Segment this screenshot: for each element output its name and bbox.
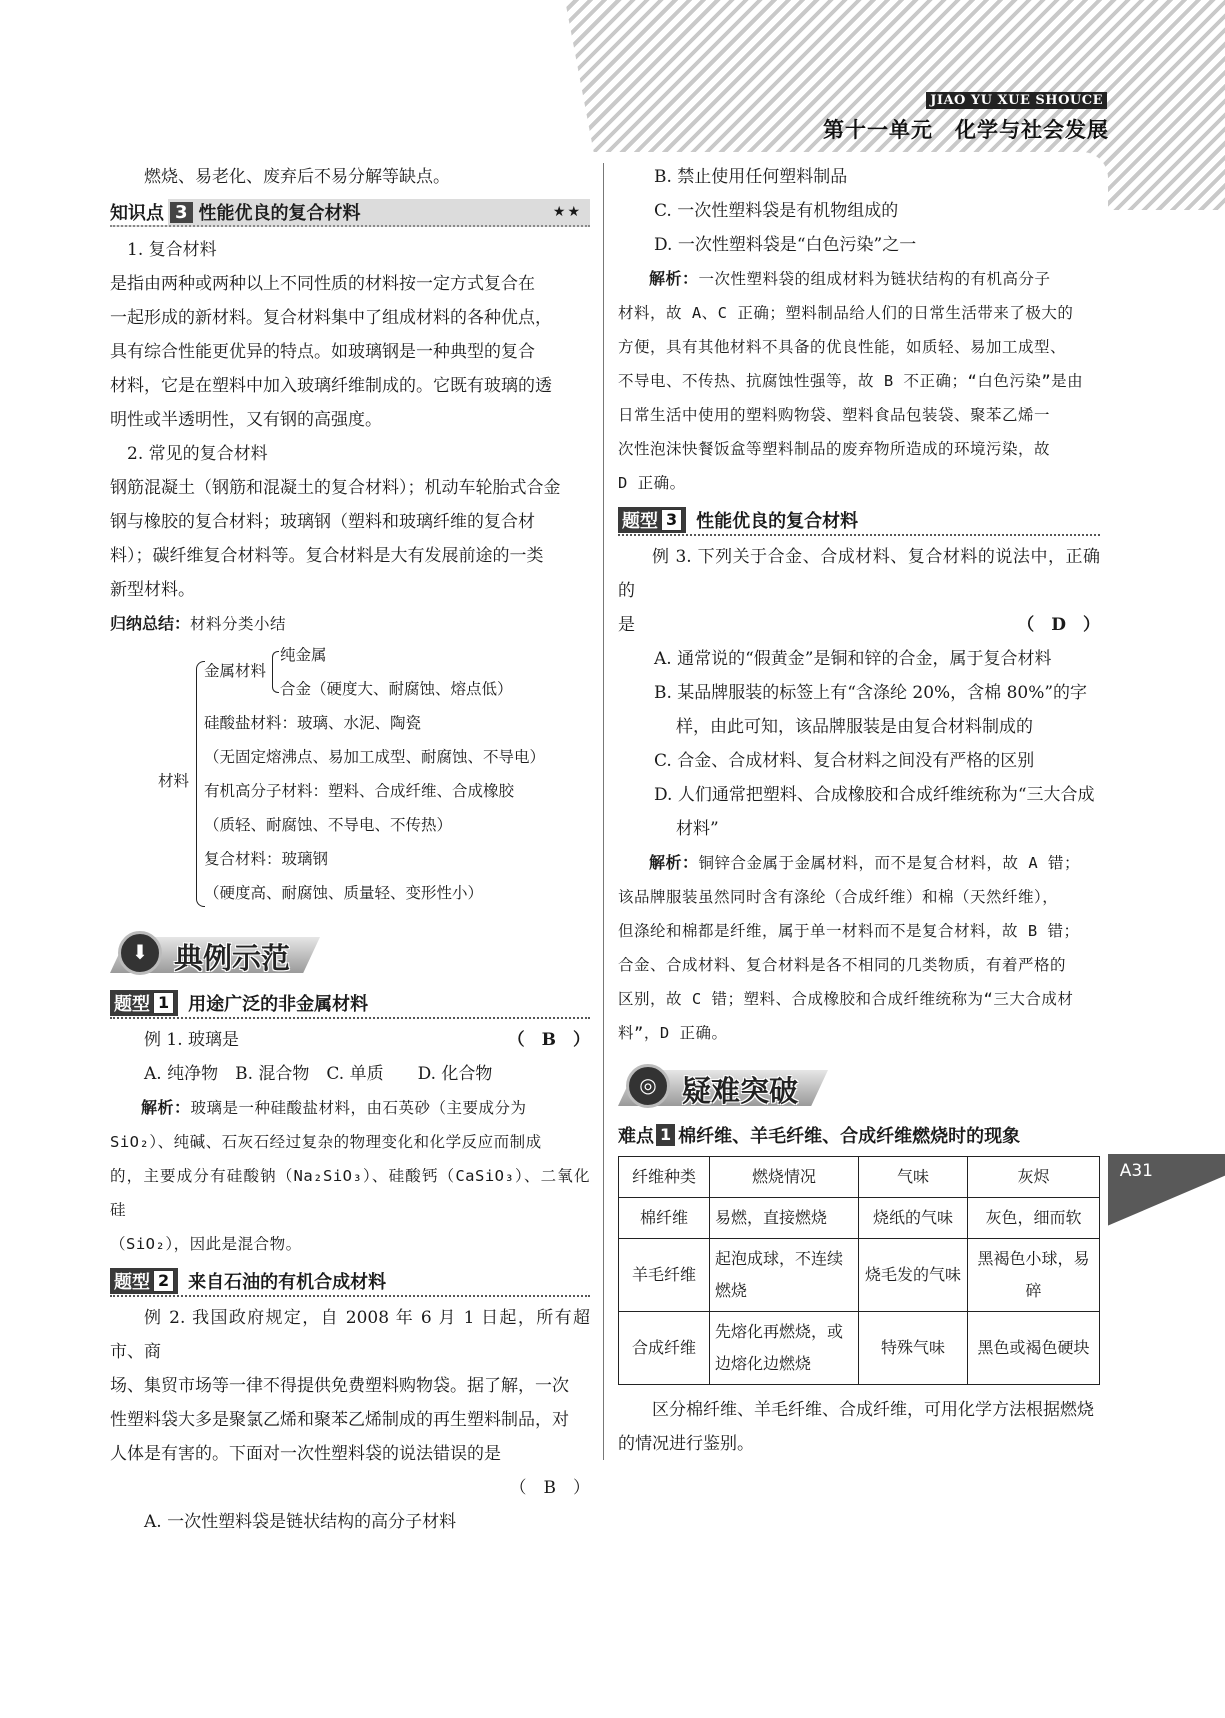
table-cell: 起泡成球，不连续燃烧 <box>710 1239 859 1312</box>
paragraph-line: 钢筋混凝土（钢筋和混凝土的复合材料）；机动车轮胎式合金 <box>110 478 561 498</box>
header-english-title: JIAO YU XUE SHOUCE <box>926 92 1107 109</box>
download-icon: ⬇ <box>118 931 162 975</box>
explanation-line: 方便，具有其他材料不具备的优良性能，如质轻、易加工成型、 <box>618 338 1067 356</box>
paragraph-line: 材料，它是在塑料中加入玻璃纤维制成的。它既有玻璃的透 <box>110 376 552 396</box>
example-question-line: 是 （ D ） <box>618 608 1100 642</box>
table-cell: 黑褐色小球，易碎 <box>968 1239 1100 1312</box>
summary-text: 材料分类小结 <box>190 615 287 633</box>
explanation-line: （SiO₂），因此是混合物。 <box>110 1235 302 1253</box>
table-header-cell: 纤维种类 <box>619 1157 710 1198</box>
difficulty-point-title: 棉纤维、羊毛纤维、合成纤维燃烧时的现象 <box>678 1126 1021 1147</box>
knowledge-point-header <box>110 199 590 227</box>
explanation-line: 区别，故 C 错；塑料、合成橡胶和合成纤维统称为“三大合成材 <box>618 990 1074 1008</box>
question-type-label: 题型 2 <box>110 1268 178 1294</box>
example-option: D. 人们通常把塑料、合成橡胶和合成纤维统称为“三大合成材料” <box>654 785 1095 839</box>
right-column <box>618 160 1100 1461</box>
summary-label: 归纳总结： <box>110 614 191 633</box>
explanation-line: 合金、合成材料、复合材料是各不相同的几类物质，有着严格的 <box>618 956 1067 974</box>
explanation-line: 次性泡沫快餐饭盒等塑料制品的废弃物所造成的环境污染，故 <box>618 440 1051 458</box>
banner-title: 典例示范 <box>174 941 291 975</box>
example-options: A. 纯净物 B. 混合物 C. 单质 D. 化合物 <box>144 1064 493 1084</box>
example-option: A. 一次性塑料袋是链状结构的高分子材料 <box>144 1512 457 1532</box>
knowledge-point-number: 3 <box>170 202 193 223</box>
tree-metal: 金属材料 <box>204 662 267 680</box>
question-type-number: 3 <box>661 509 682 531</box>
knowledge-point-title: 性能优良的复合材料 <box>198 203 361 224</box>
example-option: A. 通常说的“假黄金”是铜和锌的合金，属于复合材料 <box>654 649 1052 669</box>
question-type-label: 题型 3 <box>618 507 686 533</box>
question-type-header <box>110 989 590 1019</box>
closing-line: 区分棉纤维、羊毛纤维、合成纤维，可用化学方法根据燃烧 <box>652 1400 1094 1420</box>
paragraph-line: 明性或半透明性，又有钢的高强度。 <box>110 410 382 430</box>
question-type-title: 用途广泛的非金属材料 <box>188 994 369 1015</box>
table-cell: 易燃，直接燃烧 <box>710 1198 859 1239</box>
paragraph-line: 料）；碳纤维复合材料等。复合材料是大有发展前途的一类 <box>110 546 544 566</box>
explanation-line: 但涤纶和棉都是纤维，属于单一材料而不是复合材料，故 B 错； <box>618 922 1080 940</box>
explanation-line: 材料，故 A、C 正确；塑料制品给人们的日常生活带来了极大的 <box>618 304 1074 322</box>
tree-composite-note: （硬度高、耐腐蚀、质量轻、变形性小） <box>204 884 484 902</box>
continued-line: 燃烧、易老化、废弃后不易分解等缺点。 <box>144 167 450 187</box>
tree-silicate-note: （无固定熔沸点、易加工成型、耐腐蚀、不导电） <box>204 748 546 766</box>
paragraph-line: 新型材料。 <box>110 580 195 600</box>
tree-brace <box>272 651 279 693</box>
explanation-line: 解析：玻璃是一种硅酸盐材料，由石英砂（主要成分为 <box>141 1098 527 1117</box>
explanation-label: 解析： <box>649 853 699 872</box>
paragraph-line: 一起形成的新材料。复合材料集中了组成材料的各种优点， <box>110 308 552 328</box>
difficulty-point-label: 难点 <box>618 1126 654 1147</box>
table-cell: 羊毛纤维 <box>619 1239 710 1312</box>
difficulty-point-header <box>618 1122 1100 1148</box>
table-header-cell: 气味 <box>859 1157 968 1198</box>
explanation-line: SiO₂）、纯碱、石灰石经过复杂的物理变化和化学反应而制成 <box>110 1133 542 1151</box>
explanation-line: 解析：一次性塑料袋的组成材料为链状结构的有机高分子 <box>649 269 1051 288</box>
example-question-line: 性塑料袋大多是聚氯乙烯和聚苯乙烯制成的再生塑料制品，对 <box>110 1410 569 1430</box>
banner-title: 疑难突破 <box>682 1074 799 1108</box>
example-option: D. 一次性塑料袋是“白色污染”之一 <box>654 235 917 255</box>
tree-pure-metal: 纯金属 <box>280 646 327 664</box>
question-type-header <box>618 506 1100 536</box>
explanation-line: 日常生活中使用的塑料购物袋、塑料食品包装袋、聚苯乙烯一 <box>618 406 1051 424</box>
signal-icon: ◎ <box>626 1064 670 1108</box>
table-row <box>619 1239 1100 1312</box>
explanation-line: 不导电、不传热、抗腐蚀性强等，故 B 不正确；“白色污染”是由 <box>618 372 1084 390</box>
table-cell: 合成纤维 <box>619 1312 710 1385</box>
tree-organic: 有机高分子材料：塑料、合成纤维、合成橡胶 <box>204 782 515 800</box>
table-cell: 棉纤维 <box>619 1198 710 1239</box>
difficulty-stars: ★★ <box>552 204 582 220</box>
tree-silicate: 硅酸盐材料：玻璃、水泥、陶瓷 <box>204 714 422 732</box>
question-type-header <box>110 1267 590 1297</box>
table-cell: 烧纸的气味 <box>859 1198 968 1239</box>
closing-line: 的情况进行鉴别。 <box>618 1434 754 1454</box>
paragraph-line: 是指由两种或两种以上不同性质的材料按一定方式复合在 <box>110 274 535 294</box>
section-banner <box>110 929 590 979</box>
question-type-title: 性能优良的复合材料 <box>696 511 859 532</box>
left-column <box>110 160 590 1539</box>
column-divider <box>603 163 604 1460</box>
example-question-line: 例 3. 下列关于合金、合成材料、复合材料的说法中，正确的 <box>618 547 1100 601</box>
table-cell: 先熔化再燃烧，或边熔化边燃烧 <box>710 1312 859 1385</box>
explanation-label: 解析： <box>649 269 699 288</box>
example-question: 例 1. 玻璃是 （ B ） <box>110 1023 590 1057</box>
example-option: B. 禁止使用任何塑料制品 <box>654 167 848 187</box>
tree-organic-note: （质轻、耐腐蚀、不导电、不传热） <box>204 816 453 834</box>
question-type-label: 题型 1 <box>110 990 178 1016</box>
explanation-label: 解析： <box>141 1098 191 1117</box>
explanation-line: 料”，D 正确。 <box>618 1024 728 1042</box>
page-number-label: A31 <box>1119 1161 1153 1181</box>
difficulty-point-number: 1 <box>656 1124 675 1146</box>
explanation-line: 该品牌服装虽然同时含有涤纶（合成纤维）和棉（天然纤维）， <box>618 888 1059 906</box>
explanation-line: D 正确。 <box>618 474 686 492</box>
material-classification-tree <box>110 647 590 917</box>
example-option: C. 合金、合成材料、复合材料之间没有严格的区别 <box>654 751 1035 771</box>
header-unit-title: 第十一单元 化学与社会发展 <box>823 118 1109 142</box>
tree-composite: 复合材料：玻璃钢 <box>204 850 329 868</box>
section-heading: 2. 常见的复合材料 <box>127 444 268 464</box>
tree-alloy: 合金（硬度大、耐腐蚀、熔点低） <box>280 680 513 698</box>
paragraph-line: 具有综合性能更优异的特点。如玻璃钢是一种典型的复合 <box>110 342 535 362</box>
table-cell: 黑色或褐色硬块 <box>968 1312 1100 1385</box>
section-banner <box>618 1062 1100 1112</box>
question-type-title: 来自石油的有机合成材料 <box>188 1272 387 1293</box>
table-cell: 灰色，细而软 <box>968 1198 1100 1239</box>
example-option: C. 一次性塑料袋是有机物组成的 <box>654 201 899 221</box>
summary-line <box>110 607 590 641</box>
table-cell: 特殊气味 <box>859 1312 968 1385</box>
example-answer: （ D ） <box>1017 615 1100 635</box>
table-header-cell: 燃烧情况 <box>710 1157 859 1198</box>
section-heading: 1. 复合材料 <box>127 240 217 260</box>
table-row <box>619 1198 1100 1239</box>
example-question-line: 人体是有害的。下面对一次性塑料袋的说法错误的是 <box>110 1444 501 1464</box>
table-cell: 烧毛发的气味 <box>859 1239 968 1312</box>
table-header-row <box>619 1157 1100 1198</box>
example-answer: （ B ） <box>507 1030 590 1050</box>
question-type-number: 2 <box>153 1270 174 1292</box>
fiber-burning-table <box>618 1156 1100 1385</box>
question-type-number: 1 <box>153 992 174 1014</box>
table-row <box>619 1312 1100 1385</box>
explanation-line: 解析：铜锌合金属于金属材料，而不是复合材料，故 A 错； <box>649 853 1081 872</box>
tree-root: 材料 <box>158 772 190 790</box>
table-header-cell: 灰烬 <box>968 1157 1100 1198</box>
example-answer: （ B ） <box>509 1478 590 1498</box>
explanation-line: 的，主要成分有硅酸钠（Na₂SiO₃）、硅酸钙（CaSiO₃）、二氧化硅 <box>110 1167 590 1219</box>
knowledge-point-label: 知识点 <box>110 199 168 225</box>
example-question-line: 例 2. 我国政府规定，自 2008 年 6 月 1 日起，所有超市、商 <box>110 1308 590 1362</box>
example-option: B. 某品牌服装的标签上有“含涤纶 20%，含棉 80%”的字样，由此可知，该品牌服装是由复合材料制成的 <box>654 683 1088 737</box>
paragraph-line: 钢与橡胶的复合材料；玻璃钢（塑料和玻璃纤维的复合材 <box>110 512 535 532</box>
example-question-line: 场、集贸市场等一律不得提供免费塑料购物袋。据了解，一次 <box>110 1376 569 1396</box>
